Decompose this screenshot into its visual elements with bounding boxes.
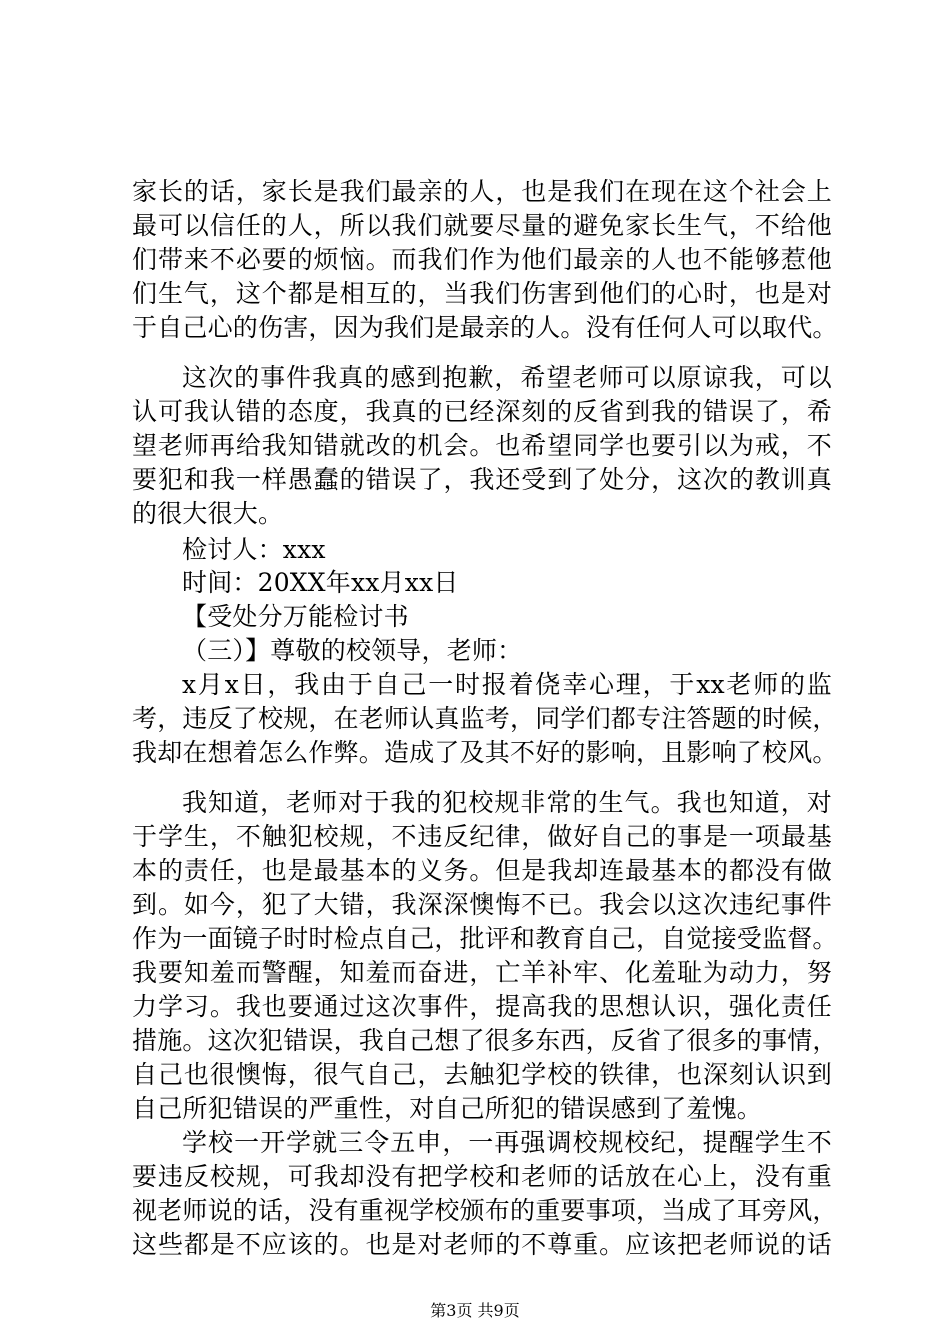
body-line: 这些都是不应该的。也是对老师的不尊重。应该把老师说的话	[132, 1230, 832, 1259]
body-line: 要违反校规，可我却没有把学校和老师的话放在心上，没有重	[132, 1162, 832, 1191]
body-line: 视老师说的话，没有重视学校颁布的重要事项，当成了耳旁风，	[132, 1196, 838, 1225]
body-line: 这次的事件我真的感到抱歉，希望老师可以原谅我，可以	[182, 363, 832, 392]
body-line: 自己也很懊悔，很气自己，去触犯学校的铁律，也深刻认识到	[132, 1060, 832, 1089]
body-line: 我知道，老师对于我的犯校规非常的生气。我也知道，对	[182, 788, 832, 817]
body-line: 到。如今，犯了大错，我深深懊悔不已。我会以这次违纪事件	[132, 890, 832, 919]
body-line: 于自己心的伤害，因为我们是最亲的人。没有任何人可以取代。	[132, 313, 838, 342]
body-line: 认可我认错的态度，我真的已经深刻的反省到我的错误了，希	[132, 397, 832, 426]
body-line: 要犯和我一样愚蠢的错误了，我还受到了处分，这次的教训真	[132, 465, 832, 494]
body-line: 望老师再给我知错就改的机会。也希望同学也要引以为戒，不	[132, 431, 832, 460]
body-line: 家长的话，家长是我们最亲的人，也是我们在现在这个社会上	[132, 177, 832, 206]
body-line: 我却在想着怎么作弊。造成了及其不好的影响，且影响了校风。	[132, 738, 838, 767]
salutation-line: （三）】尊敬的校领导，老师：	[182, 636, 523, 665]
body-line: x月x日，我由于自己一时报着侥幸心理，于xx老师的监	[182, 670, 832, 699]
body-line: 最可以信任的人，所以我们就要尽量的避免家长生气，不给他	[132, 211, 832, 240]
body-line: 措施。这次犯错误，我自己想了很多东西，反省了很多的事情，	[132, 1026, 838, 1055]
section-title: 【受处分万能检讨书	[182, 602, 409, 631]
body-line: 考，违反了校规，在老师认真监考，同学们都专注答题的时候，	[132, 704, 838, 733]
body-line: 学校一开学就三令五申，一再强调校规校纪，提醒学生不	[182, 1128, 832, 1157]
date-line: 时间：20XX年xx月xx日	[182, 568, 459, 597]
page-number-footer: 第3页 共9页	[430, 1301, 520, 1320]
body-line: 们带来不必要的烦恼。而我们作为他们最亲的人也不能够惹他	[132, 245, 832, 274]
body-line: 们生气，这个都是相互的，当我们伤害到他们的心时，也是对	[132, 279, 832, 308]
body-line: 本的责任，也是最基本的义务。但是我却连最基本的都没有做	[132, 856, 832, 885]
body-line: 自己所犯错误的严重性，对自己所犯的错误感到了羞愧。	[132, 1094, 763, 1123]
reviewer-line: 检讨人：xxx	[182, 535, 326, 564]
body-line: 作为一面镜子时时检点自己，批评和教育自己，自觉接受监督。	[132, 924, 838, 953]
body-line: 的很大很大。	[132, 499, 284, 528]
body-line: 我要知羞而警醒，知羞而奋进，亡羊补牢、化羞耻为动力，努	[132, 958, 832, 987]
body-line: 于学生，不触犯校规，不违反纪律，做好自己的事是一项最基	[132, 822, 832, 851]
body-line: 力学习。我也要通过这次事件，提高我的思想认识，强化责任	[132, 992, 832, 1021]
